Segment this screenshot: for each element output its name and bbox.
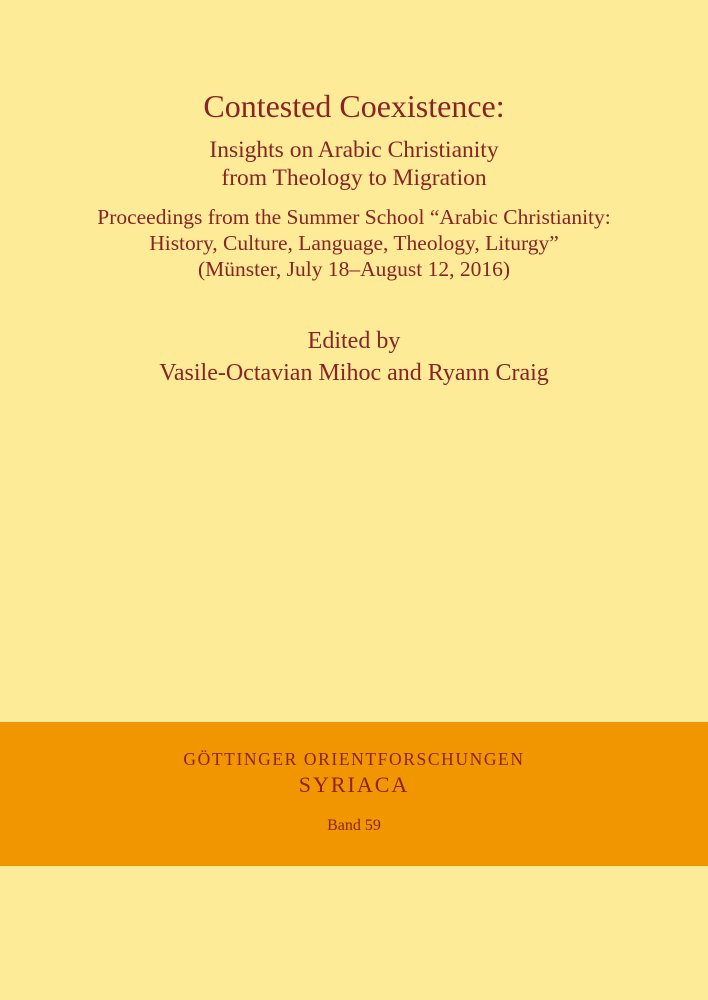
volume-number: Band 59 <box>327 817 381 834</box>
subtitle-line-2: from Theology to Migration <box>221 165 487 191</box>
edited-by-label: Edited by <box>307 328 401 354</box>
proceedings-line-3: (Münster, July 18–August 12, 2016) <box>197 257 511 281</box>
series-band <box>0 722 708 866</box>
proceedings-line-1: Proceedings from the Summer School “Arabic Christianity: <box>97 205 611 229</box>
editor-names: Vasile-Octavian Mihoc and Ryann Craig <box>159 360 549 386</box>
book-title: Contested Coexistence: <box>203 88 505 124</box>
subseries-name: SYRIACA <box>298 772 410 797</box>
subtitle-line-1: Insights on Arabic Christianity <box>209 137 499 163</box>
series-name: GÖTTINGER ORIENTFORSCHUNGEN <box>183 749 525 769</box>
proceedings-line-2: History, Culture, Language, Theology, Liturgy” <box>149 231 559 255</box>
